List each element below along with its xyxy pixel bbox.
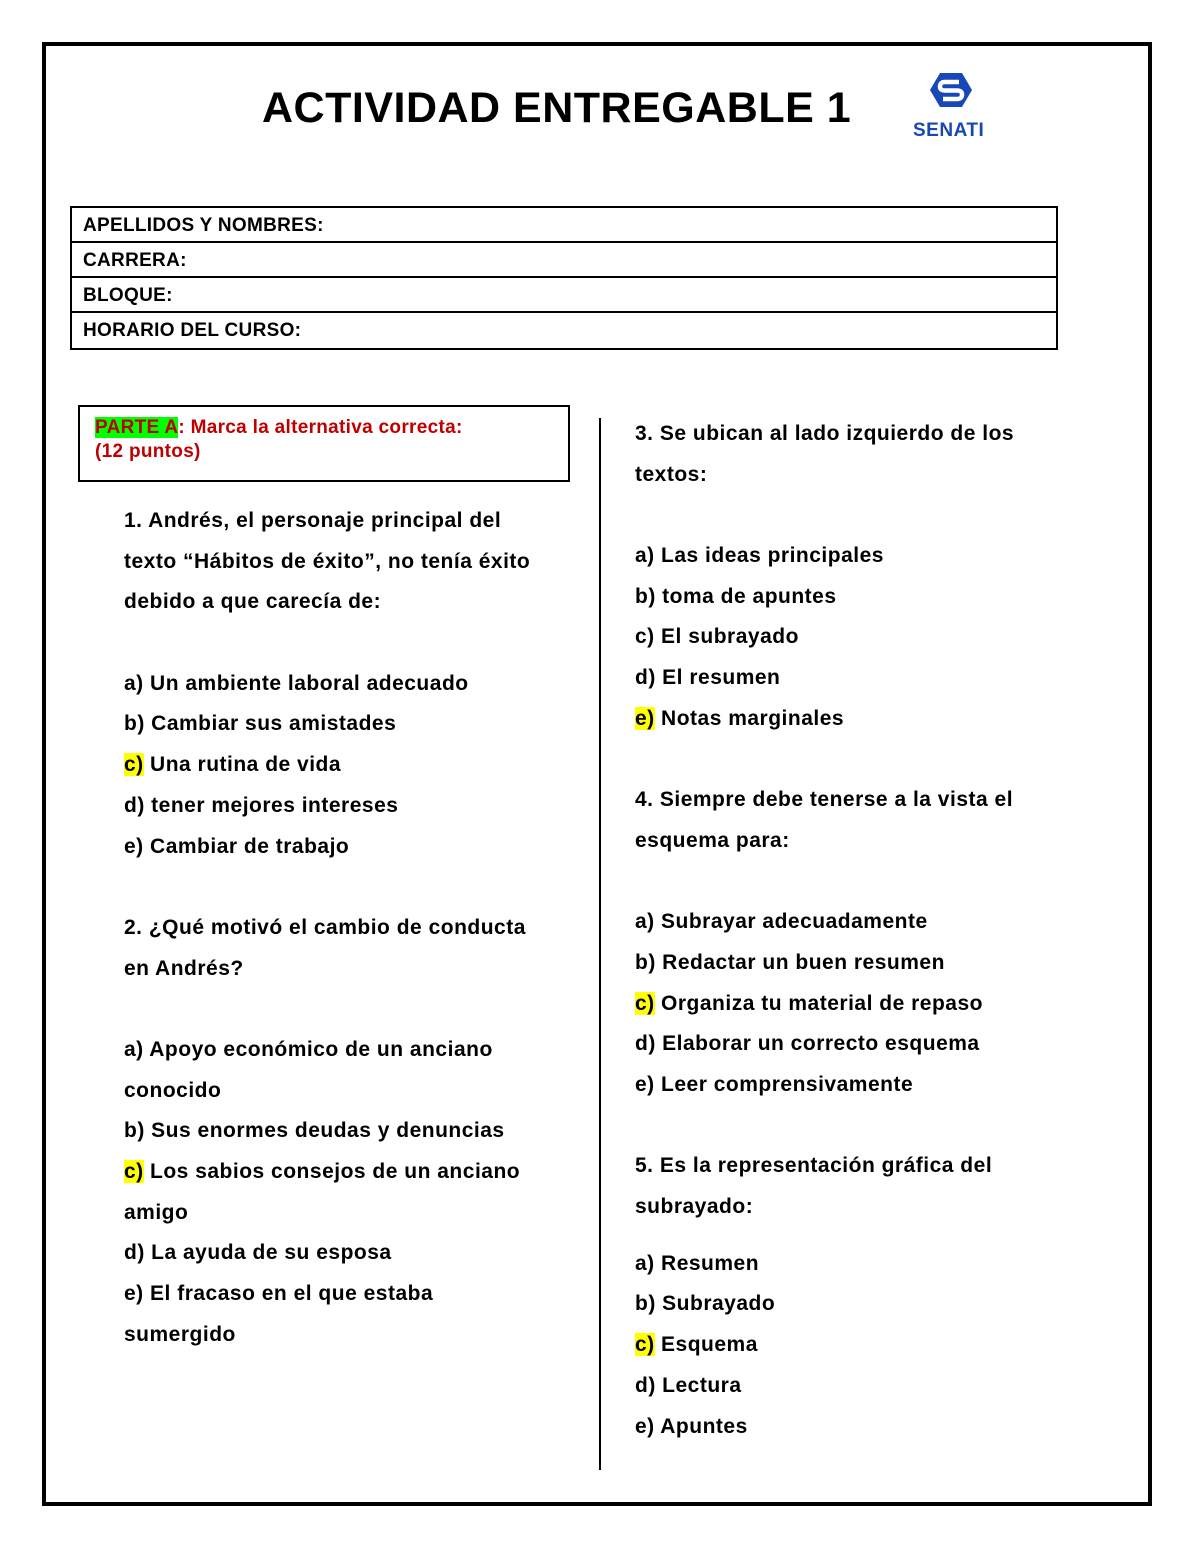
option-d[interactable] xyxy=(635,1024,1014,1065)
option-text: Una rutina de vida xyxy=(143,753,342,777)
parte-colon: : xyxy=(178,417,186,438)
option-text: Apoyo económico de un anciano xyxy=(143,1037,493,1061)
option-text: El subrayado xyxy=(654,625,799,649)
field-bloque[interactable]: BLOQUE: xyxy=(72,278,1056,313)
option-b[interactable] xyxy=(635,577,1014,618)
option-letter: d) xyxy=(635,1373,656,1397)
option-letter: b) xyxy=(124,712,145,736)
question-text: 3. Se ubican al lado izquierdo de los xyxy=(635,422,1015,445)
option-text: Esquema xyxy=(654,1333,758,1357)
option-text: Lectura xyxy=(655,1373,742,1397)
option-c-continued: amigo xyxy=(124,1200,189,1224)
senati-logo xyxy=(906,70,996,144)
column-divider xyxy=(599,418,601,1470)
option-text: Notas marginales xyxy=(654,706,845,730)
option-text: Apuntes xyxy=(654,1414,748,1438)
instruction-box xyxy=(78,405,570,482)
instruction-text: Marca la alternativa correcta: xyxy=(185,417,463,438)
option-letter: c) xyxy=(635,625,655,649)
option-letter: a) xyxy=(124,671,144,695)
option-text: Subrayar adecuadamente xyxy=(654,910,928,934)
question-text: en Andrés? xyxy=(124,956,244,980)
option-c-correct[interactable] xyxy=(124,745,530,786)
option-a[interactable] xyxy=(124,664,530,705)
option-b[interactable] xyxy=(635,943,1014,984)
option-letter: d) xyxy=(124,1241,145,1265)
logo-text: SENATI xyxy=(913,120,985,141)
option-e-continued: sumergido xyxy=(124,1322,236,1346)
question-3 xyxy=(635,414,1014,740)
option-a-continued: conocido xyxy=(124,1078,222,1102)
question-text: texto “Hábitos de éxito”, no tenía éxito xyxy=(124,549,531,573)
option-text: Subrayado xyxy=(655,1292,776,1316)
instruction-line xyxy=(95,416,568,440)
option-e-correct[interactable] xyxy=(635,699,1014,740)
option-e[interactable] xyxy=(635,1407,1014,1448)
option-text: Elaborar un correcto esquema xyxy=(655,1032,980,1056)
question-text: esquema para: xyxy=(635,828,790,852)
option-letter-highlighted: c) xyxy=(635,1333,655,1357)
option-letter-highlighted: c) xyxy=(124,753,144,777)
option-c-correct[interactable] xyxy=(635,1325,1014,1366)
option-text: El fracaso en el que estaba xyxy=(143,1282,434,1306)
option-text: Un ambiente laboral adecuado xyxy=(143,671,469,695)
option-c-correct[interactable] xyxy=(635,984,1014,1025)
option-e[interactable] xyxy=(124,1274,530,1315)
option-letter: a) xyxy=(124,1037,144,1061)
option-text: toma de apuntes xyxy=(655,584,837,608)
option-text: Cambiar sus amistades xyxy=(144,712,397,736)
parte-label: PARTE A xyxy=(95,417,179,438)
senati-logo-icon xyxy=(928,70,974,116)
option-letter: e) xyxy=(635,1073,655,1096)
option-text: El resumen xyxy=(655,666,781,690)
option-letter: a) xyxy=(635,544,655,568)
field-apellidos-nombres[interactable]: APELLIDOS Y NOMBRES: xyxy=(72,208,1056,243)
page-title: ACTIVIDAD ENTREGABLE 1 xyxy=(262,84,852,132)
right-column xyxy=(635,414,1014,1447)
option-letter: e) xyxy=(635,1414,655,1438)
option-letter: d) xyxy=(635,1032,656,1056)
option-letter-highlighted: c) xyxy=(635,991,655,1015)
option-text: Sus enormes deudas y denuncias xyxy=(144,1119,505,1143)
option-letter: b) xyxy=(635,1292,656,1316)
option-letter: e) xyxy=(124,834,144,858)
option-b[interactable] xyxy=(124,704,530,745)
option-a[interactable] xyxy=(635,536,1014,577)
option-letter: b) xyxy=(124,1119,145,1143)
option-a[interactable] xyxy=(635,1244,1014,1285)
option-e[interactable] xyxy=(635,1065,1014,1106)
option-c[interactable] xyxy=(635,617,1014,658)
option-c-correct[interactable] xyxy=(124,1152,530,1193)
question-text: 5. Es la representación gráfica del xyxy=(635,1154,993,1178)
option-letter: b) xyxy=(635,950,656,974)
field-carrera[interactable]: CARRERA: xyxy=(72,243,1056,278)
option-text: Los sabios consejos de un anciano xyxy=(143,1160,521,1183)
option-a[interactable] xyxy=(635,902,1014,943)
option-text: Leer comprensivamente xyxy=(654,1073,914,1096)
option-letter: e) xyxy=(124,1282,144,1306)
option-text: Las ideas principales xyxy=(654,544,884,568)
option-letter-highlighted: c) xyxy=(124,1160,144,1183)
option-text: tener mejores intereses xyxy=(144,793,399,817)
option-letter: a) xyxy=(635,910,655,934)
question-text: 1. Andrés, el personaje principal del xyxy=(124,509,502,532)
option-d[interactable] xyxy=(124,1233,530,1274)
question-text: textos: xyxy=(635,462,708,486)
left-column xyxy=(124,501,530,1355)
question-1 xyxy=(124,501,530,867)
option-letter: b) xyxy=(635,584,656,608)
option-d[interactable] xyxy=(124,786,530,827)
option-a[interactable] xyxy=(124,1030,530,1071)
option-letter: d) xyxy=(124,793,145,817)
option-d[interactable] xyxy=(635,658,1014,699)
option-letter: a) xyxy=(635,1251,655,1275)
field-horario[interactable]: HORARIO DEL CURSO: xyxy=(83,320,302,341)
option-text: La ayuda de su esposa xyxy=(144,1241,392,1265)
option-d[interactable] xyxy=(635,1366,1014,1407)
option-text: Organiza tu material de repaso xyxy=(654,991,983,1015)
points-text: (12 puntos) xyxy=(95,441,201,462)
option-text: Redactar un buen resumen xyxy=(655,950,945,974)
question-text: 2. ¿Qué motivó el cambio de conducta xyxy=(124,915,526,939)
question-text: subrayado: xyxy=(635,1195,754,1219)
question-text: debido a que carecía de: xyxy=(124,590,382,614)
option-text: Cambiar de trabajo xyxy=(143,834,350,858)
option-e[interactable] xyxy=(124,827,530,868)
option-b[interactable] xyxy=(635,1284,1014,1325)
question-4 xyxy=(635,780,1014,1106)
question-2 xyxy=(124,908,530,1356)
option-letter: d) xyxy=(635,666,656,690)
option-text: Resumen xyxy=(654,1251,760,1275)
option-b[interactable] xyxy=(124,1111,530,1152)
question-text: 4. Siempre debe tenerse a la vista el xyxy=(635,788,1014,812)
option-letter-highlighted: e) xyxy=(635,706,655,730)
student-info-table xyxy=(70,206,1058,350)
question-5 xyxy=(635,1146,1014,1447)
